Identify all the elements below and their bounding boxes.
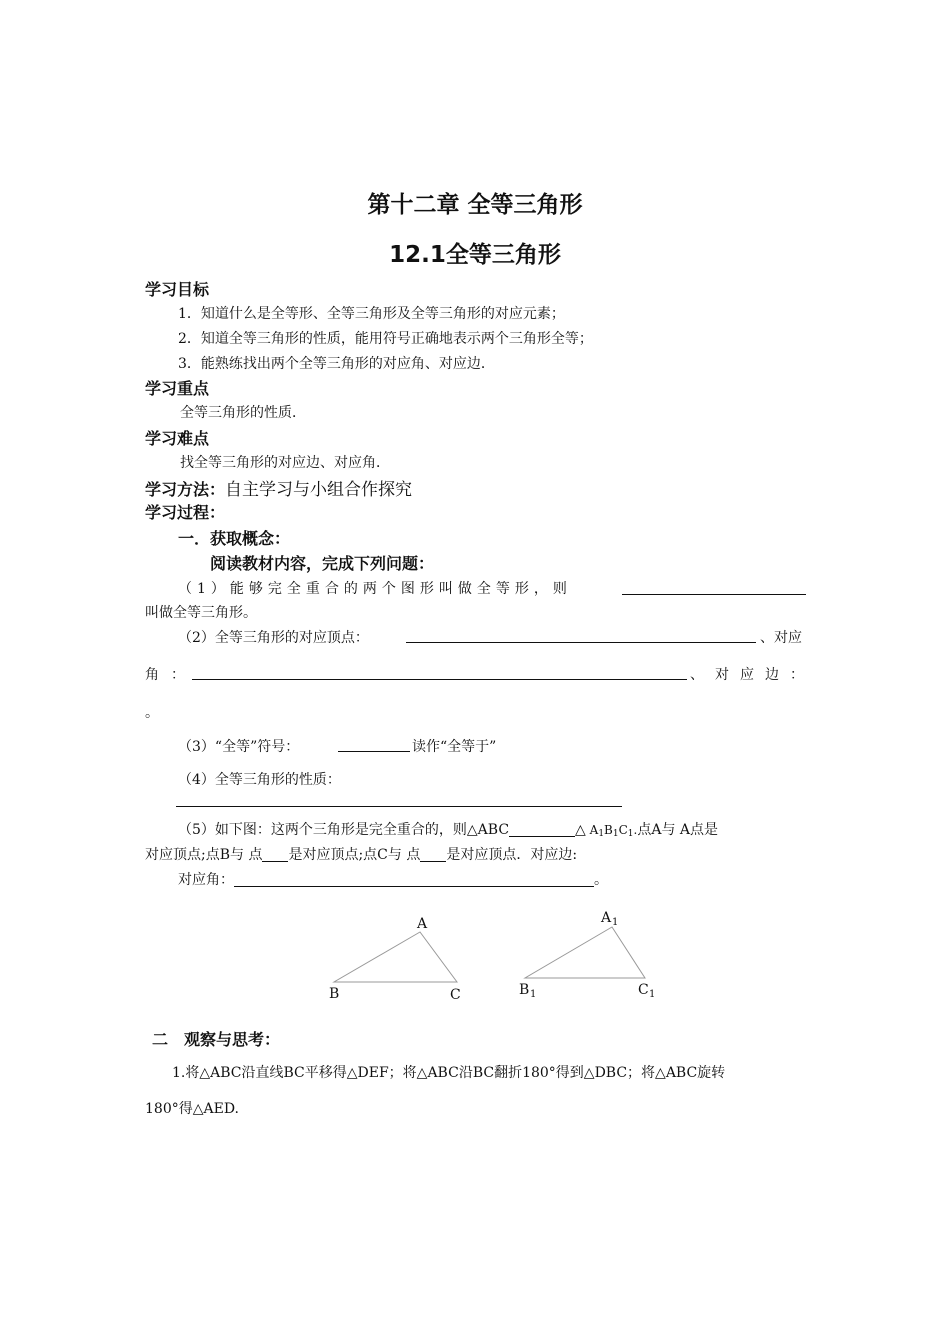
vertex-label-a1: A <box>601 910 612 926</box>
triangle-abc <box>334 932 457 982</box>
vertex-sub-c1: 1 <box>649 989 656 1000</box>
vertex-label-a: A <box>417 916 428 932</box>
blank-congruent <box>509 822 575 837</box>
question-3b: 读作“全等于” <box>412 739 497 755</box>
congruent-triangles-figure <box>320 905 680 1010</box>
blank-vertices <box>406 628 756 643</box>
method-text: 自主学习与小组合作探究 <box>225 480 413 500</box>
section-title: 12.1全等三角形 <box>389 242 561 268</box>
question-4: （4）全等三角形的性质： <box>178 772 341 788</box>
chapter-title: 第十二章 全等三角形 <box>367 192 583 218</box>
objective-item: 2．知道全等三角形的性质，能用符号正确地表示两个三角形全等； <box>178 331 593 347</box>
blank-b <box>262 847 288 862</box>
key-points-heading: 学习重点 <box>145 379 210 398</box>
objectives-heading: 学习目标 <box>145 280 210 299</box>
part2-item1b: 180°得△AED. <box>145 1101 239 1117</box>
objective-item: 1．知道什么是全等形、全等三角形及全等三角形的对应元素； <box>178 306 565 322</box>
part1-subheading: 阅读教材内容，完成下列问题： <box>210 554 435 573</box>
question-2a: （2）全等三角形的对应顶点： <box>178 630 369 646</box>
question-3a: （3）“全等”符号： <box>178 739 300 755</box>
part2-item1a: 1.将△ABC沿直线BC平移得△DEF；将△ABC沿BC翻折180°得到△DBC；将△ABC旋转 <box>172 1065 726 1081</box>
vertex-sub-b1: 1 <box>530 989 537 1000</box>
triangle-a1b1c1-figure <box>525 927 645 978</box>
question-5f: 是对应顶点．对应边: <box>446 847 578 863</box>
vertex-label-b: B <box>329 986 340 1002</box>
question-5h: 。 <box>594 872 608 888</box>
blank-corresponding-angles <box>234 872 594 887</box>
question-5-line2 <box>145 844 577 864</box>
process-heading: 学习过程： <box>145 503 226 522</box>
question-5-line3 <box>178 869 608 889</box>
vertex-label-c1: C <box>638 982 649 998</box>
vertex-label-c: C <box>450 987 461 1003</box>
question-5g: 对应角： <box>178 872 234 888</box>
part2-heading: 二 观察与思考： <box>152 1030 281 1049</box>
blank-c <box>420 847 446 862</box>
method-heading: 学习方法： <box>145 480 226 499</box>
question-2c: 角： <box>145 667 197 683</box>
question-2b: 、对应 <box>760 630 802 646</box>
question-2e: 。 <box>145 705 159 721</box>
question-5c: 点A与 A点是 <box>637 822 719 838</box>
method-line <box>145 475 412 500</box>
question-5-line1 <box>178 819 718 839</box>
blank-symbol <box>338 737 410 752</box>
blank-q1 <box>622 580 806 595</box>
question-5e: 是对应顶点;点C与 点 <box>288 847 421 863</box>
question-1a: （1）能够完全重合的两个图形叫做全等形，则 <box>178 581 572 597</box>
key-points-text: 全等三角形的性质． <box>180 405 306 421</box>
question-5b: △ <box>575 822 586 838</box>
blank-angles <box>192 665 687 680</box>
triangle-a1b1c1: $A_1B_1C_1$. <box>585 823 638 839</box>
blank-properties <box>176 792 622 807</box>
vertex-label-b1: B <box>519 982 530 998</box>
question-2d: 、对应边： <box>690 667 815 683</box>
part1-heading: 一．获取概念： <box>178 529 291 548</box>
objective-item: 3．能熟练找出两个全等三角形的对应角、对应边． <box>178 356 495 372</box>
question-5d: 对应顶点;点B与 点 <box>145 847 263 863</box>
vertex-sub-a1: 1 <box>612 917 619 928</box>
difficulties-text: 找全等三角形的对应边、对应角． <box>180 455 390 471</box>
question-5a: （5）如下图：这两个三角形是完全重合的，则△ABC <box>178 822 510 838</box>
difficulties-heading: 学习难点 <box>145 429 210 448</box>
question-1b: 叫做全等三角形。 <box>145 605 257 621</box>
